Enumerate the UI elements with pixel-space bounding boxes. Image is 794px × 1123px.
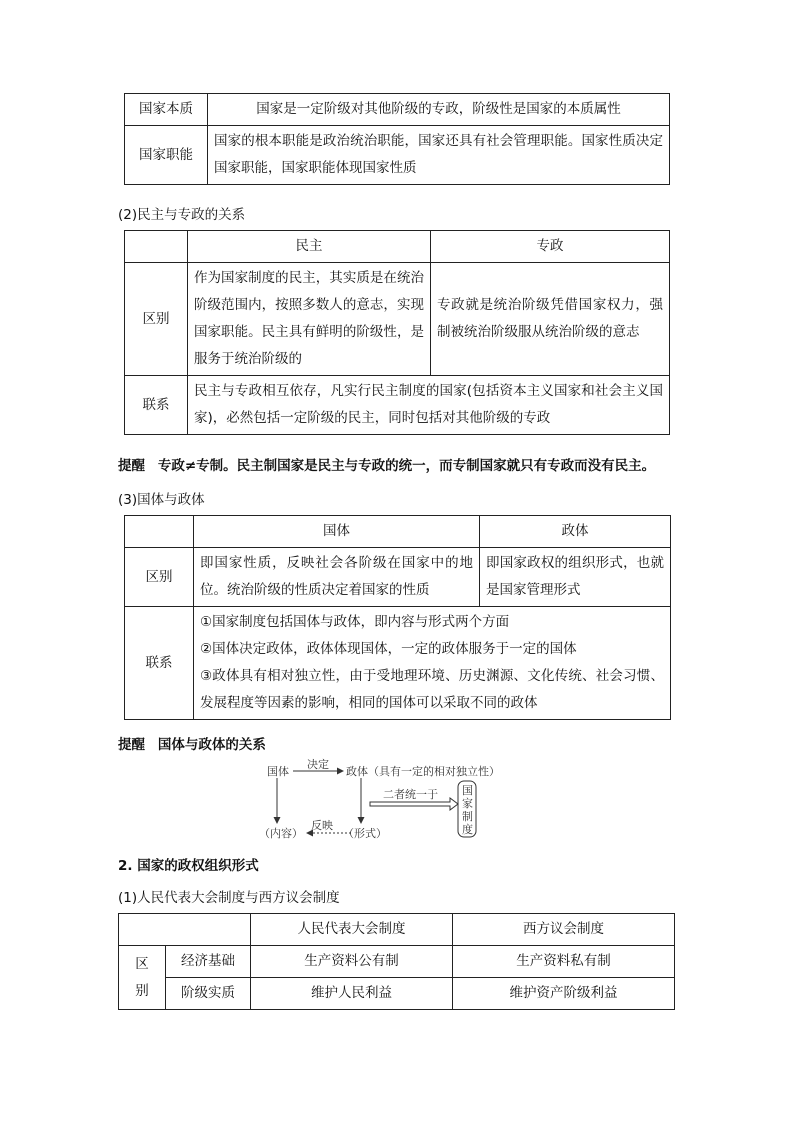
list-item: ②国体决定政体，政体体现国体，一定的政体服务于一定的国体	[200, 641, 577, 657]
system-char: 度	[462, 823, 473, 836]
reflect-label: 反映	[311, 819, 333, 832]
difference-label: 区 别	[119, 946, 166, 1010]
zhengti-label: 政体（具有一定的相对独立性）	[346, 765, 500, 778]
row-label: 区别	[125, 548, 194, 607]
column-header: 人民代表大会制度	[251, 914, 453, 946]
cell-text: 生产资料公有制	[251, 946, 453, 978]
table-header-row	[119, 914, 675, 946]
cell-text: 民主与专政相互依存，凡实行民主制度的国家(包括资本主义国家和社会主义国家)，必然包括一定阶级的民主，同时包括对其他阶级的专政	[188, 376, 670, 435]
unify-label: 二者统一于	[383, 788, 438, 801]
column-header: 政体	[480, 516, 671, 548]
tip-note	[118, 454, 678, 474]
form-label: （形式）	[343, 827, 387, 840]
table-row	[125, 548, 671, 607]
tip-label: 提醒	[118, 737, 145, 753]
section-heading-state: (3)国体与政体	[118, 492, 205, 508]
section-heading-democracy: (2)民主与专政的关系	[118, 207, 246, 223]
list-item: ③政体具有相对独立性，由于受地理环境、历史渊源、文化传统、社会习惯、发展程度等因素的影响，相同的国体可以采取不同的政体	[200, 668, 664, 711]
link-cell	[194, 607, 671, 720]
system-char: 家	[462, 797, 473, 810]
tip-text: 专政≠专制。民主制国家是民主与专政的统一，而专制国家就只有专政而没有民主。	[157, 458, 656, 474]
column-header: 国体	[194, 516, 480, 548]
table-row	[125, 263, 670, 376]
table-header-row	[125, 516, 671, 548]
content-label: （内容）	[259, 827, 303, 840]
tip-text: 国体与政体的关系	[157, 737, 266, 753]
row-content: 国家的根本职能是政治统治职能，国家还具有社会管理职能。国家性质决定国家职能，国家职能体现国家性质	[208, 126, 670, 185]
column-header: 民主	[188, 231, 431, 263]
system-char: 国	[462, 784, 473, 797]
tip-label: 提醒	[118, 458, 145, 474]
state-nature-table	[124, 93, 670, 185]
table-header-row	[125, 231, 670, 263]
table-row	[125, 126, 670, 185]
state-government-table	[124, 515, 671, 720]
row-label: 阶级实质	[166, 978, 251, 1010]
column-header: 专政	[431, 231, 670, 263]
table-row	[119, 946, 675, 978]
cell-text: 作为国家制度的民主，其实质是在统治阶级范围内，按照多数人的意志，实现国家职能。民主具有鲜明的阶级性，是服务于统治阶级的	[188, 263, 431, 376]
cell-text: 即国家政权的组织形式，也就是国家管理形式	[480, 548, 671, 607]
system-char: 制	[462, 810, 473, 823]
table-row	[125, 376, 670, 435]
row-label: 国家职能	[125, 126, 208, 185]
cell-text: 生产资料私有制	[453, 946, 675, 978]
table-row	[125, 94, 670, 126]
row-label: 经济基础	[166, 946, 251, 978]
democracy-dictatorship-table	[124, 230, 670, 435]
congress-parliament-table	[118, 913, 675, 1010]
row-label: 联系	[125, 376, 188, 435]
row-content: 国家是一定阶级对其他阶级的专政，阶级性是国家的本质属性	[208, 94, 670, 126]
table-row	[119, 978, 675, 1010]
section-heading-organization: 2. 国家的政权组织形式	[118, 858, 259, 874]
decide-label: 决定	[307, 758, 329, 771]
state-system-diagram	[255, 758, 545, 848]
column-header: 西方议会制度	[453, 914, 675, 946]
cell-text: 专政就是统治阶级凭借国家权力，强制被统治阶级服从统治阶级的意志	[431, 263, 670, 376]
cell-text: 维护人民利益	[251, 978, 453, 1010]
guoti-label: 国体	[267, 765, 289, 778]
cell-text: 维护资产阶级利益	[453, 978, 675, 1010]
section-subheading: (1)人民代表大会制度与西方议会制度	[118, 890, 340, 906]
row-label: 联系	[125, 607, 194, 720]
row-label: 国家本质	[125, 94, 208, 126]
list-item: ①国家制度包括国体与政体，即内容与形式两个方面	[200, 614, 510, 630]
cell-text: 即国家性质，反映社会各阶级在国家中的地位。统治阶级的性质决定着国家的性质	[194, 548, 480, 607]
table-row	[125, 607, 671, 720]
row-label: 区别	[125, 263, 188, 376]
tip-note	[118, 733, 266, 753]
